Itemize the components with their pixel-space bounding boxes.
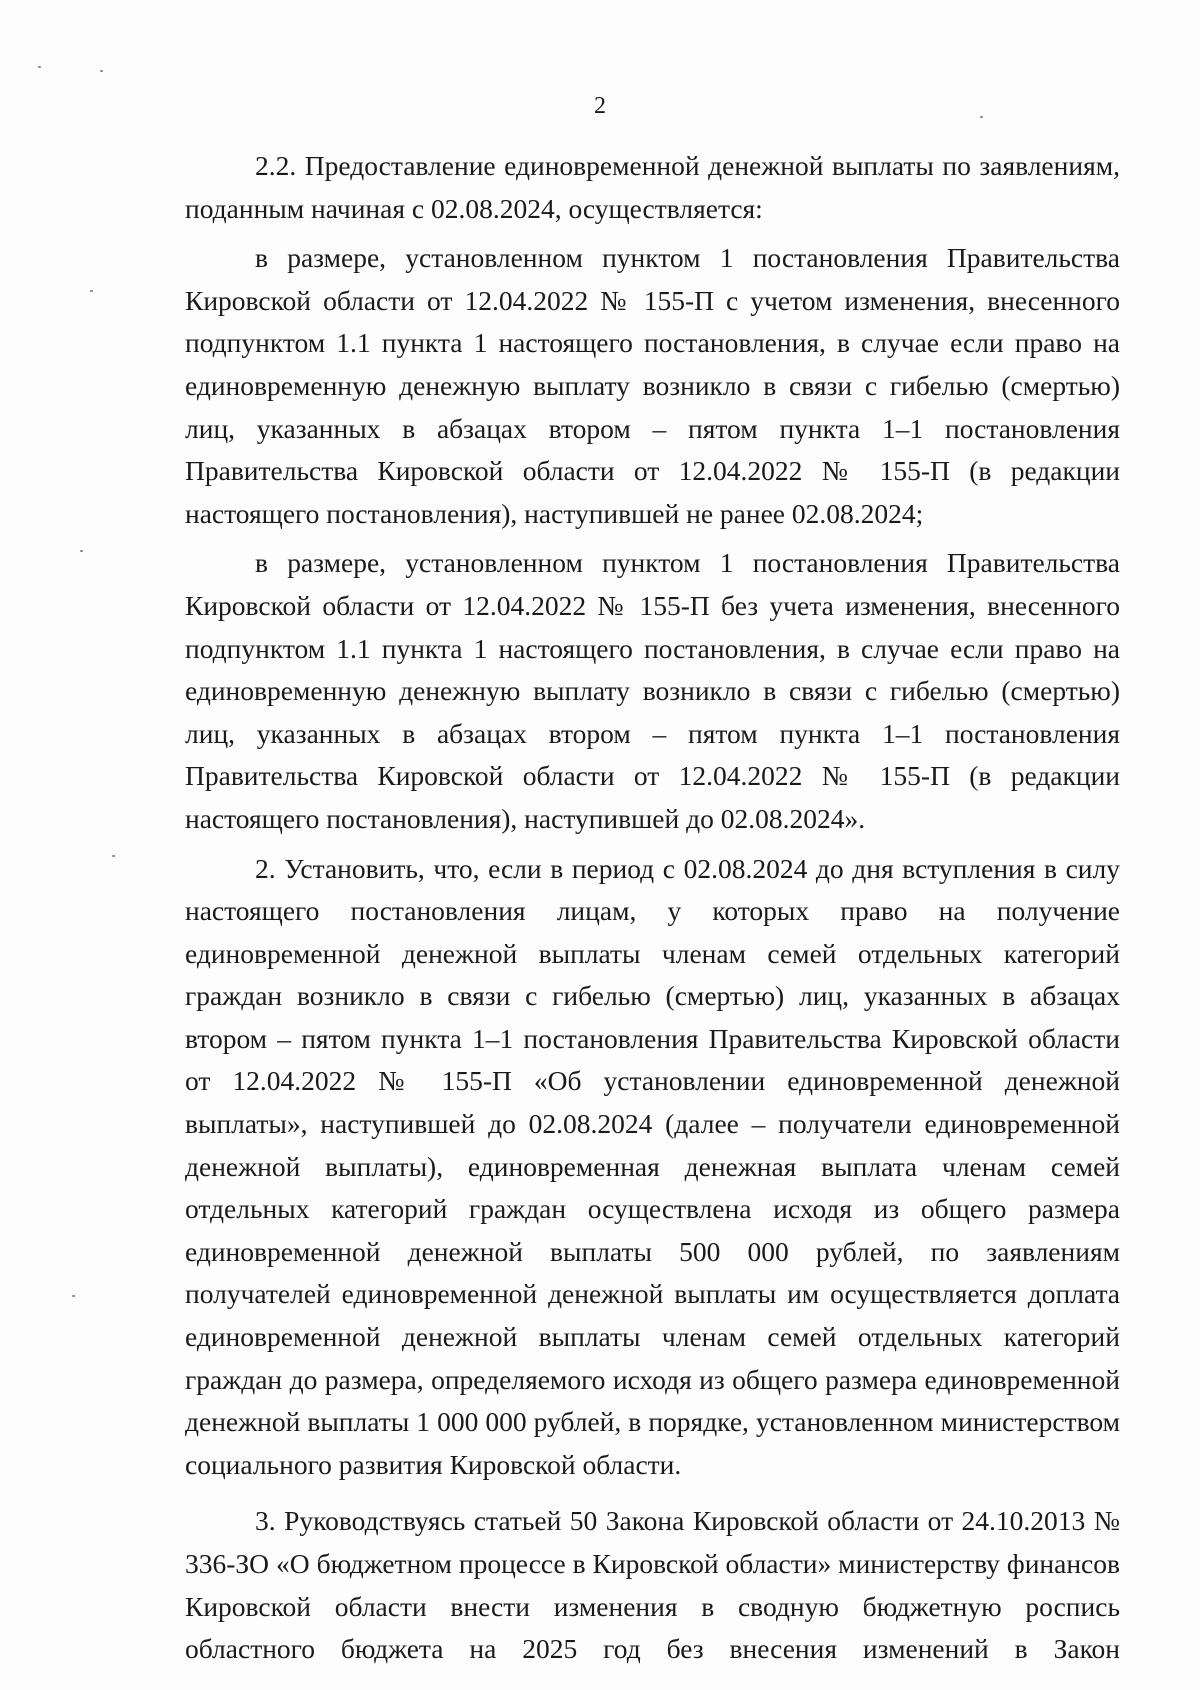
scan-speck [90, 290, 93, 292]
paragraph-2-2-intro: 2.2. Предоставление единовременной денежной выплаты по заявлениям, поданным начиная с 02.08.2024, осуществляется: [185, 150, 1120, 224]
scan-speck [100, 70, 103, 72]
paragraph-item-3: 3. Руководствуясь статьей 50 Закона Кировской области от 24.10.2013 № 336-ЗО «О бюджетном процессе в Кировской области» министерству финансов Кировской области внести изменения в сводную бюджетную роспись областного бюджета на 2025 год без внесения изменений в Закон [185, 1505, 1120, 1665]
scan-speck [112, 855, 115, 857]
scan-speck [38, 66, 41, 68]
scan-speck [72, 1295, 75, 1297]
page-number: 2 [594, 93, 606, 119]
scan-speck [980, 116, 983, 118]
paragraph-amount-with-change: в размере, установленном пунктом 1 постановления Правительства Кировской области от 12.04.2022 № 155-П с учетом изменения, внесенного подпунктом 1.1 пункта 1 настоящего постановления, в случае если право на единовременную денежную выплату возникло в связи с гибелью (смертью) лиц, указанных в абзацах втором – пятом пункта 1–1 постановления Правительства Кировской области от 12.04.2022 № 155-П (в редакции настоящего постановления), наступившей не ранее 02.08.2024; [185, 242, 1120, 529]
document-body [185, 145, 1120, 1671]
paragraph-item-2: 2. Установить, что, если в период с 02.08.2024 до дня вступления в силу настоящего постановления лицам, у которых право на получение единовременной денежной выплаты членам семей отдельных категорий граждан возникло в связи с гибелью (смертью) лиц, указанных в абзацах втором – пятом пункта 1–1 постановления Правительства Кировской области от 12.04.2022 № 155-П «Об установлении единовременной денежной выплаты», наступившей до 02.08.2024 (далее – получатели единовременной денежной выплаты), единовременная денежная выплата членам семей отдельных категорий граждан осуществлена исходя из общего размера единовременной денежной выплаты 500 000 рублей, по заявлениям получателей единовременной денежной выплаты им осуществляется доплата единовременной денежной выплаты членам семей отдельных категорий граждан до размера, определяемого исходя из общего размера единовременной денежной выплаты 1 000 000 рублей, в порядке, установленном министерством социального развития Кировской области. [185, 852, 1120, 1480]
scan-speck [80, 550, 83, 552]
paragraph-amount-without-change: в размере, установленном пунктом 1 постановления Правительства Кировской области от 12.04.2022 № 155-П без учета изменения, внесенного подпунктом 1.1 пункта 1 настоящего постановления, в случае если право на единовременную денежную выплату возникло в связи с гибелью (смертью) лиц, указанных в абзацах втором – пятом пункта 1–1 постановления Правительства Кировской области от 12.04.2022 № 155-П (в редакции настоящего постановления), наступившей до 02.08.2024». [185, 547, 1120, 834]
